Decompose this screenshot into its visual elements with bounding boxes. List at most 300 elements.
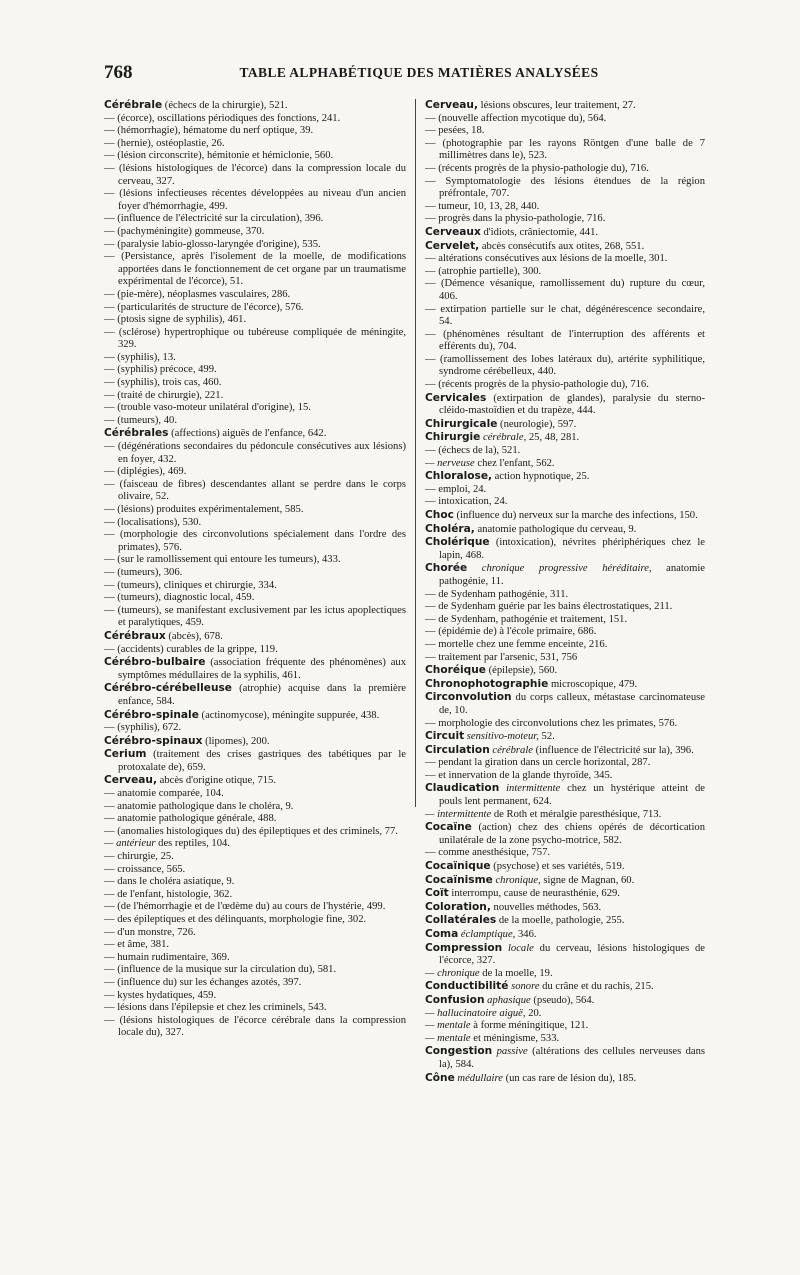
index-entry [425,266,705,279]
index-entry [425,744,705,758]
index-entry [104,529,406,554]
index-entry-text: — croissance, 565. [104,863,186,875]
index-entry [104,748,406,774]
index-entry [425,99,705,113]
index-headword: Conductibilité [425,980,509,993]
index-entry-text: — (lésions infectieuses récentes développées au niveau d'un ancien foyer d'hémorrhagie, 499. [104,188,406,212]
index-entry [104,352,406,365]
index-headword: Cerveau, [104,774,157,787]
index-entry [104,876,406,889]
index-entry-text: du cerveau, lésions histologiques de l'écorce, 327. [439,942,705,967]
index-entry [104,364,406,377]
index-entry [104,390,406,403]
index-entry [104,990,406,1003]
index-entry-text: — progrès dans la physio-pathologie, 716. [425,213,606,225]
index-entry [425,639,705,652]
index-entry [104,466,406,479]
index-entry-text: (intoxication), névrites phériphériques chez le lapin, 468. [439,537,705,561]
index-entry [425,562,705,588]
index-entry-text: — intoxication, 24. [425,496,508,508]
index-entry-text: — des épileptiques et des délinquants, morphologie fine, 302. [104,914,367,925]
index-entry-text: (actinomycose), méningite suppurée, 438. [198,709,380,721]
index-entry [104,239,406,252]
index-entry-text: — de Sydenham guérie par les bains électrostatiques, 211. [425,601,673,613]
index-italic-term: cérébrale, [480,432,527,444]
index-headword: Cérébro-cérébelleuse [104,682,232,695]
index-entry [104,226,406,239]
index-entry [425,968,705,981]
index-entry [104,644,406,657]
index-entry-text: — (tumeurs), 306. [104,566,183,578]
index-headword: Cône [425,1071,455,1084]
index-entry-text: — (localisations), 530. [104,516,202,528]
index-entry-text: — (Persistance, après l'isolement de la moelle, de modifications apportées dans le fonctionnement de cet organe par un traumatisme expérimental de l'écorce), 51. [104,251,406,288]
index-entry [104,838,406,851]
index-entry [425,523,705,537]
index-entry-text: — (pie-mère), néoplasmes vasculaires, 286. [104,288,291,300]
index-entry-text: — d'un monstre, 726. [104,926,196,938]
index-headword: Claudication [425,782,500,795]
index-entry-text: — (épidémie de) à l'école primaire, 686. [425,626,597,638]
index-entry-text: (extirpation de glandes), paralysie du sterno-cléido-mastoïdien et du trapèze, 444. [439,392,705,417]
index-headword: Cervicales [425,391,487,404]
index-italic-term: — mentale [425,1020,471,1032]
index-entry-text: — morphologie des circonvolutions chez les primates, 576. [425,717,678,729]
index-headword: Cocaïne [425,821,472,834]
index-entry-text: — (morphologie des circonvolutions spécialement dans l'ordre des primates), 576. [104,529,406,553]
index-entry-text: nouvelles méthodes, 563. [490,901,602,913]
index-entry-text: (lipomes), 200. [202,735,270,747]
index-entry-text: — kystes hydatiques, 459. [104,989,217,1001]
index-entry-text: — (tumeurs), diagnostic local, 459. [104,592,255,604]
index-entry [425,226,705,240]
index-entry-text: (abcès), 678. [165,630,223,642]
index-headword: Coït [425,887,449,900]
index-entry [104,150,406,163]
index-entry-text: — (hémorrhagie), hématome du nerf optique, 39. [104,125,314,137]
index-entry-text: — pesées, 18. [425,125,485,137]
index-entry-text: — extirpation partielle sur le chat, dégénérescence secondaire, 54. [425,303,705,328]
index-entry [425,994,705,1008]
index-headword: Circulation [425,743,490,756]
index-entry-text: — (lésions histologiques de l'écorce cérébrale dans la compression locale du), 327. [104,1014,406,1039]
index-entry-text: — (photographie par les rayons Röntgen d'une balle de 7 millimètres dans le), 523. [425,137,705,162]
index-entry [425,1045,705,1071]
index-entry-text: — pendant la giration dans un cercle horizontal, 287. [425,757,651,769]
index-entry-text: (influence de l'électricité sur la), 396. [533,744,694,756]
index-entry [104,630,406,644]
index-entry [425,847,705,860]
index-entry [425,278,705,303]
index-entry [104,441,406,466]
index-headword: Cérébro-spinaux [104,734,203,747]
index-italic-term: — mentale [425,1032,471,1044]
index-entry [425,652,705,665]
index-entry-text: — (ptosis signe de syphilis), 461. [104,314,247,326]
index-entry-text: — anatomie pathologique dans le choléra, 9. [104,800,294,812]
index-headword: Cérébraux [104,629,166,642]
index-italic-term: chronique progressive héréditaire, [467,563,652,575]
index-entry [104,427,406,441]
index-entry-text: — (traité de chirurgie), 221. [104,389,224,401]
index-entry [425,821,705,847]
index-entry-text: — mortelle chez une femme enceinte, 216. [425,638,608,650]
index-headword: Coma [425,928,459,940]
index-entry-text: — de Sydenham, pathogénie et traitement, 151. [425,613,628,625]
index-entry [425,1020,705,1033]
running-title: TABLE ALPHABÉTIQUE DES MATIÈRES ANALYSÉES [239,65,599,80]
index-entry [425,718,705,731]
index-italic-term: sensitivo-moteur, [464,731,539,743]
index-entry [425,782,705,808]
index-entry [104,402,406,415]
index-entry [425,589,705,602]
index-entry [104,826,406,839]
index-entry-text: — de Sydenham pathogénie, 311. [425,588,569,600]
index-headword: Choc [425,509,454,521]
index-entry-text: — anatomie pathologique générale, 488. [104,813,277,825]
index-italic-term: locale [502,942,534,954]
index-entry-text: chez l'enfant, 562. [474,457,555,469]
index-entry-text: interrompu, cause de neurasthénie, 629. [448,888,620,900]
index-entry-text: — (phénomènes résultant de l'interruption des afférents et efférents du), 704. [425,328,705,353]
index-entry [104,735,406,749]
right-column [425,99,705,1085]
index-entry [425,980,705,994]
index-entry [425,664,705,678]
index-entry-text: 52. [538,731,555,743]
left-column [104,99,406,1040]
index-italic-term: sonore [508,981,540,993]
index-entry [425,253,705,266]
index-entry [425,536,705,562]
index-entry-text: (altérations des cellules nerveuses dans la), 584. [439,1046,705,1070]
index-entry [104,415,406,428]
index-entry [425,809,705,822]
page-number: 768 [104,62,133,83]
index-entry [425,445,705,458]
index-entry-text: de la moelle, pathologie, 255. [496,915,625,927]
index-entry-text: — traitement par l'arsenic, 531, 756 [425,651,578,663]
index-entry-text: — (lésion circonscrite), hémitonie et hémiclonie, 560. [104,150,334,162]
index-entry [104,977,406,990]
index-entry [104,163,406,188]
index-entry-text: — (accidents) curables de la grippe, 119. [104,643,278,655]
index-entry [425,113,705,126]
index-entry [425,730,705,744]
index-entry-text: — (dégénérations secondaires du pédoncule consécutives aux lésions) en foyer, 432. [104,441,406,465]
index-entry-text: — dans le choléra asiatique, 9. [104,876,235,888]
index-entry [425,1008,705,1021]
index-headword: Circuit [425,730,465,743]
index-entry [104,377,406,390]
index-entry-text: — de l'enfant, histologie, 362. [104,888,233,900]
index-entry-text: — et âme, 381. [104,939,170,951]
index-entry [425,1072,705,1086]
index-italic-term: — intermittente [425,808,492,820]
index-entry [425,496,705,509]
index-entry [104,788,406,801]
index-entry-text: — comme anesthésique, 757. [425,847,551,859]
index-entry-text: (traitement des crises gastriques des tabétiques par le protoxalate de), 659. [118,749,406,773]
column-divider [415,99,416,807]
index-entry-text: — (diplégies), 469. [104,466,187,478]
index-entry [104,567,406,580]
index-entry [425,614,705,627]
index-entry-text: (psychose) et ses variétés, 519. [490,861,625,873]
index-entry [104,327,406,352]
index-entry-text: — (pachyméningite) gommeuse, 370. [104,225,265,237]
index-entry [104,889,406,902]
index-entry [425,176,705,201]
index-entry-text: — (syphilis), 672. [104,722,182,734]
index-entry-text: (un cas rare de lésion du), 185. [502,1072,637,1084]
index-entry-text: — (syphilis), trois cas, 460. [104,377,222,389]
index-entry-text: — humain rudimentaire, 369. [104,951,230,963]
index-entry [104,774,406,788]
index-entry-text: anatomie pathogénie, 11. [439,563,705,587]
index-entry-text: (échecs de la chirurgie), 521. [162,100,288,111]
index-entry-text: du crâne et du rachis, 215. [539,981,654,993]
index-entry-text: — (tumeurs), 40. [104,414,177,426]
index-entry [425,125,705,138]
index-entry-text: — (sclérose) hypertrophique ou tubéreuse compliquée de méningite, 329. [104,326,406,351]
index-entry [104,722,406,735]
index-headword: Cérébro-bulbaire [104,656,206,669]
index-entry [425,392,705,418]
index-headword: Chorée [425,562,468,575]
index-entry [104,99,406,113]
index-headword: Coloration, [425,900,491,913]
index-entry [425,691,705,717]
index-entry-text: 25, 48, 281. [526,432,580,444]
page-header [104,62,704,86]
index-entry-text: (affections) aiguës de l'enfance, 642. [168,428,327,440]
index-entry [425,860,705,874]
index-headword: Chronophotographie [425,677,549,690]
index-entry-text: d'idiots, crâniectomie, 441. [480,226,599,238]
index-entry [104,939,406,952]
index-entry [425,354,705,379]
index-entry-text: de Roth et méralgie paresthésique, 713. [491,808,662,820]
index-headword: Chirurgicale [425,417,498,430]
index-entry [425,379,705,392]
index-headword: Cérébrale [104,99,163,111]
index-entry-text: — emploi, 24. [425,483,487,495]
index-entry-text: anatomie pathologique du cerveau, 9. [474,523,637,535]
index-entry [104,213,406,226]
index-headword: Cervelet, [425,239,480,252]
index-entry-text: — (faisceau de fibres) descendantes allant se perdre dans le corps olivaire, 52. [104,478,406,503]
index-headword: Cérébro-spinale [104,708,199,721]
index-entry-text: (atrophie) acquise dans la première enfance, 584. [118,683,406,707]
index-entry [104,851,406,864]
index-entry-text: — (syphilis), 13. [104,351,176,363]
index-entry-text: — (récents progrès de la physio-pathologie du), 716. [425,162,649,174]
index-entry [104,314,406,327]
index-italic-term: intermittente [499,783,561,795]
index-entry [425,887,705,901]
index-italic-term: médullaire [454,1072,503,1084]
index-entry [104,504,406,517]
index-entry-text: — (lésions histologiques de l'écorce) dans la compression locale du cerveau, 327. [104,162,406,187]
index-entry-text: (action) chez des chiens opérés de décortication unilatérale de la zone psycho-motrice, 582. [439,822,705,846]
index-entry [104,682,406,708]
index-headword: Cerveaux [425,225,481,238]
index-entry-text: — (particularités de structure de l'écorce), 576. [104,301,304,313]
index-entry [425,418,705,432]
index-entry-text: — (sur le ramollissement qui entoure les tumeurs), 433. [104,554,341,566]
index-entry [104,1002,406,1015]
index-entry [425,770,705,783]
index-entry [104,138,406,151]
index-entry-text: des reptiles, 104. [155,838,230,850]
index-entry-text: à forme méningitique, 121. [470,1020,589,1032]
index-headword: Cérébrales [104,427,169,440]
index-entry-text: — (nouvelle affection mycotique du), 564. [425,112,607,124]
index-entry-text: action hypnotique, 25. [492,471,590,483]
index-headword: Chirurgie [425,431,481,444]
index-entry [425,470,705,484]
index-entry-text: — (ramollissement des lobes latéraux du), artérite syphilitique, syndrome cérébelleux, 440. [425,353,705,378]
index-entry [104,813,406,826]
index-entry-text: — (influence du) sur les échanges azotés, 397. [104,976,302,988]
index-entry-text: — (paralysie labio-glosso-laryngée d'origine), 535. [104,238,321,250]
index-entry [104,517,406,530]
index-entry-text: — tumeur, 10, 13, 28, 440. [425,200,540,212]
index-headword: Congestion [425,1045,493,1058]
index-entry [104,914,406,927]
index-entry-text: (épilepsie), 560. [485,665,558,677]
index-entry-text: de la moelle, 19. [479,967,553,979]
index-entry-text: — anatomie comparée, 104. [104,788,224,800]
index-entry [425,163,705,176]
index-entry-text: — (anomalies histologiques du) des épileptiques et des criminels, 77. [104,825,398,837]
index-headword: Chloralose, [425,470,493,483]
index-entry-text: — (atrophie partielle), 300. [425,265,542,277]
index-entry-text: — (écorce), oscillations périodiques des fonctions, 241. [104,112,341,124]
index-entry [425,431,705,445]
index-entry [104,188,406,213]
index-entry-text: — altérations consécutives aux lésions de la moelle, 301. [425,253,668,265]
index-entry-text: — (échecs de la), 521. [425,445,521,457]
index-entry [104,801,406,814]
index-headword: Cerium [104,748,147,761]
index-entry-text: — lésions dans l'épilepsie et chez les criminels, 543. [104,1002,327,1014]
index-entry [425,484,705,497]
index-italic-term: éclamptique, [458,929,516,940]
index-entry-text: du corps calleux, métastase carcinomateuse de, 10. [439,692,705,716]
index-entry [425,138,705,163]
index-italic-term: — antérieur [104,838,156,850]
index-headword: Collatérales [425,914,497,927]
index-entry [425,304,705,329]
index-entry-text: — (de l'hémorrhagie et de l'œdème du) au cours de l'hystérie, 499. [104,901,386,913]
index-headword: Choléra, [425,522,475,535]
index-entry [425,942,705,968]
index-entry [425,928,705,942]
index-entry [104,251,406,289]
index-entry-text: — (influence de la musique sur la circulation du), 581. [104,964,337,976]
index-entry [104,605,406,630]
index-entry-text: — (tumeurs), se manifestant exclusivement par les ictus apoplectiques et paralytiques, 459. [104,604,406,629]
index-entry [425,601,705,614]
index-italic-term: — chronique [425,967,480,979]
index-entry [104,113,406,126]
index-entry [425,329,705,354]
index-italic-term: cérébrale [489,744,533,756]
index-entry [104,1015,406,1040]
index-entry [425,678,705,692]
index-entry-text: (neurologie), 597. [497,418,577,430]
index-italic-term: aphasique [484,994,531,1006]
index-entry-text: — (hernie), ostéoplastie, 26. [104,137,225,149]
index-entry [104,289,406,302]
index-entry [425,914,705,928]
index-headword: Cocaïnisme [425,873,493,886]
index-entry [104,952,406,965]
index-entry-text: microscopique, 479. [548,678,638,690]
index-entry-text: abcès consécutifs aux otites, 268, 551. [479,240,645,252]
index-entry-text: — (trouble vaso-moteur unilatéral d'origine), 15. [104,402,311,414]
index-entry [425,901,705,915]
index-entry-text: — chirurgie, 25. [104,851,174,863]
index-italic-term: — hallucinatoire aiguë, [425,1007,526,1019]
index-entry [104,580,406,593]
index-entry-text: — Symptomatologie des lésions étendues de la région préfrontale, 707. [425,175,705,200]
index-entry-text: signe de Magnan, 60. [540,874,635,886]
index-italic-term: passive [492,1046,528,1058]
index-entry-text: — et innervation de la glande thyroïde, 345. [425,769,613,781]
index-entry-text: (association fréquente des phénomènes) aux symptômes médullaires de la syphilis, 461. [118,657,406,681]
index-headword: Compression [425,941,503,954]
index-entry [104,554,406,567]
index-entry [104,901,406,914]
index-entry-text: (influence du) nerveux sur la marche des infections, 150. [453,510,698,521]
index-entry-text: lésions obscures, leur traitement, 27. [478,100,636,111]
index-entry-text: abcès d'origine otique, 715. [157,775,276,787]
index-headword: Choréique [425,664,486,677]
index-headword: Cocaïnique [425,860,491,873]
index-entry [425,1033,705,1046]
index-entry-text: — (récents progrès de la physio-pathologie du), 716. [425,379,649,391]
index-entry [104,927,406,940]
index-entry-text: 346. [515,929,537,940]
index-entry [425,458,705,471]
index-entry-text: — (lésions) produites expérimentalement, 585. [104,504,304,515]
index-entry [425,874,705,888]
index-entry-text: (pseudo), 564. [530,994,595,1006]
index-entry [104,709,406,723]
index-entry-text: — (influence de l'électricité sur la circulation), 396. [104,213,324,225]
index-entry [104,125,406,138]
index-entry [104,592,406,605]
index-entry [425,201,705,214]
index-entry [425,213,705,226]
index-entry-text: — (Démence vésanique, ramollissement du) rupture du cœur, 406. [425,278,705,302]
index-italic-term: chronique, [492,874,541,886]
index-entry-text: 20. [525,1007,542,1019]
index-entry-text: et méningisme, 533. [470,1032,560,1044]
index-headword: Cholérique [425,536,490,549]
index-entry [425,626,705,639]
index-entry-text: chez un hystérique atteint de pouls lent permanent, 624. [439,783,705,808]
index-entry-text: — (syphilis) précoce, 499. [104,364,217,376]
index-entry [104,864,406,877]
index-headword: Confusion [425,993,485,1006]
index-italic-term: — nerveuse [425,457,475,469]
index-entry-text: — (tumeurs), cliniques et chirurgie, 334. [104,579,277,591]
